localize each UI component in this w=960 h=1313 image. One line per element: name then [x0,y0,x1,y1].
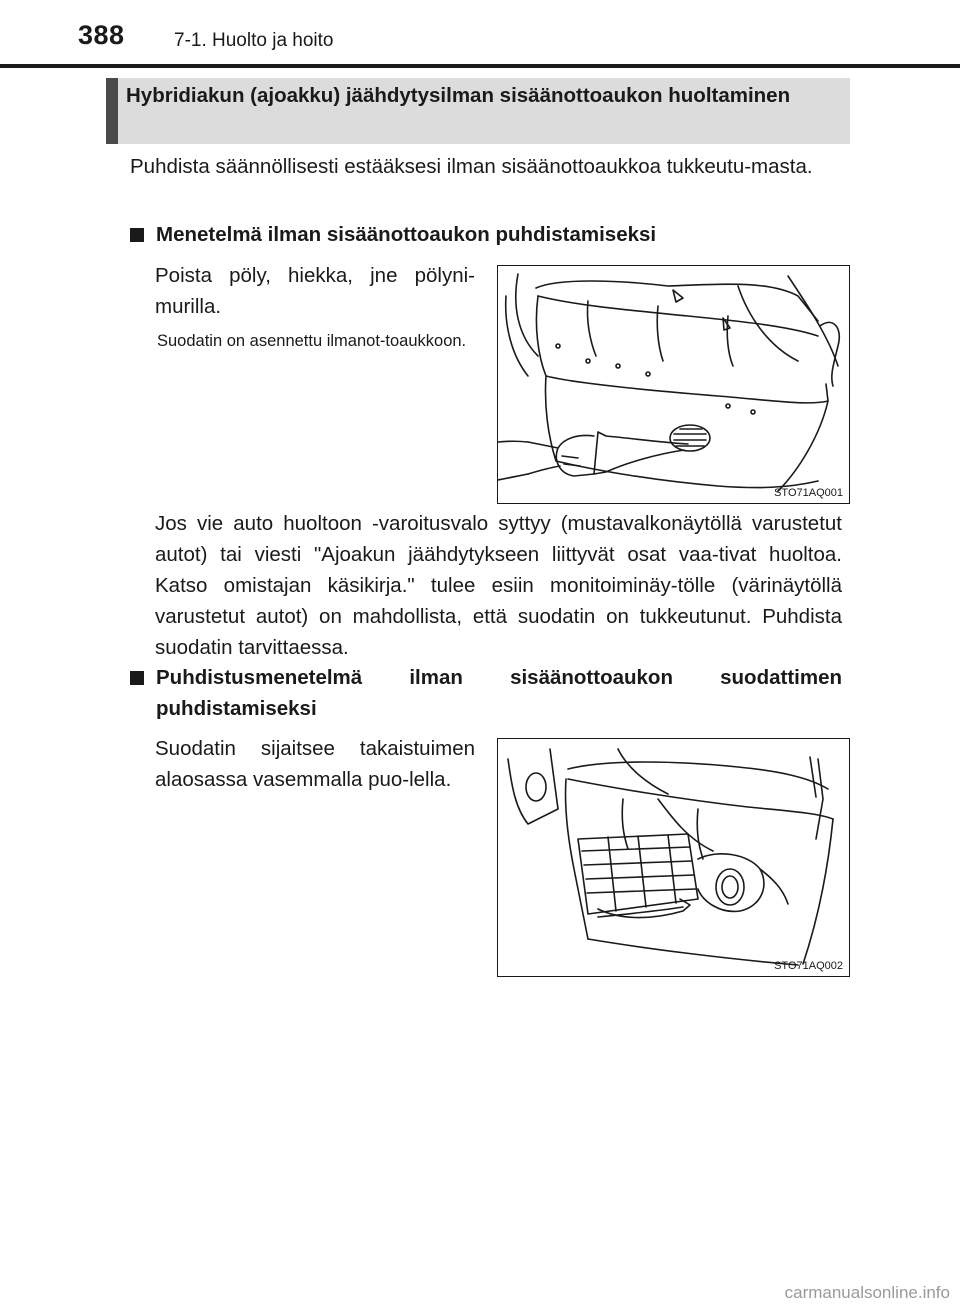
chapter-title: 7-1. Huolto ja hoito [174,30,334,51]
square-bullet-icon [130,671,144,685]
figure-label: STO71AQ001 [774,487,843,499]
intro-paragraph: Puhdista säännöllisesti estääksesi ilman sisäänottoaukkoa tukkeutu-masta. [130,155,813,178]
section-heading: Hybridiakun (ajoakku) jäähdytysilman sisäänottoaukon huoltaminen [126,84,791,107]
method2-paragraph: Suodatin sijaitsee takaistuimen alaosassa vasemmalla puo-lella. [155,737,475,791]
method1-heading [130,219,842,250]
method2-heading [130,662,842,724]
watermark: carmanualsonline.info [784,1283,950,1302]
figure-label: STO71AQ002 [774,960,843,972]
rear-seat-vacuum-illustration [498,266,849,503]
figure-vacuum-cleaning [497,265,850,504]
method2-heading-line1: Puhdistusmenetelmä ilman sisäänottoaukon suodattimen [156,666,842,689]
method1-heading-text: Menetelmä ilman sisäänottoaukon puhdistamiseksi [156,223,657,246]
rear-seat-filter-illustration [498,739,849,976]
method1-paragraph: Poista pöly, hiekka, jne pölyni-murilla. [155,264,475,318]
method2-heading-line2: puhdistamiseksi [156,697,317,720]
section-heading-box [106,78,850,144]
section-heading-bar [106,78,118,144]
square-bullet-icon [130,228,144,242]
figure-filter-location [497,738,850,977]
warning-paragraph: Jos vie auto huoltoon -varoitusvalo syttyy (mustavalkonäytöllä varustetut autot) tai viesti "Ajoakun jäähdytykseen liittyvät osat vaa-tivat huoltoa. Katso omistajan käsikirja." tulee esiin monitoiminäy-tölle (värinäytöllä varustetut autot) on mahdollista, että suodatin on tukkeutunut. Puhdista suodatin tarvittaessa. [155,512,842,659]
page-number: 388 [78,20,125,50]
method1-note: Suodatin on asennettu ilmanot-toaukkoon. [157,332,467,350]
header-rule [0,64,960,68]
